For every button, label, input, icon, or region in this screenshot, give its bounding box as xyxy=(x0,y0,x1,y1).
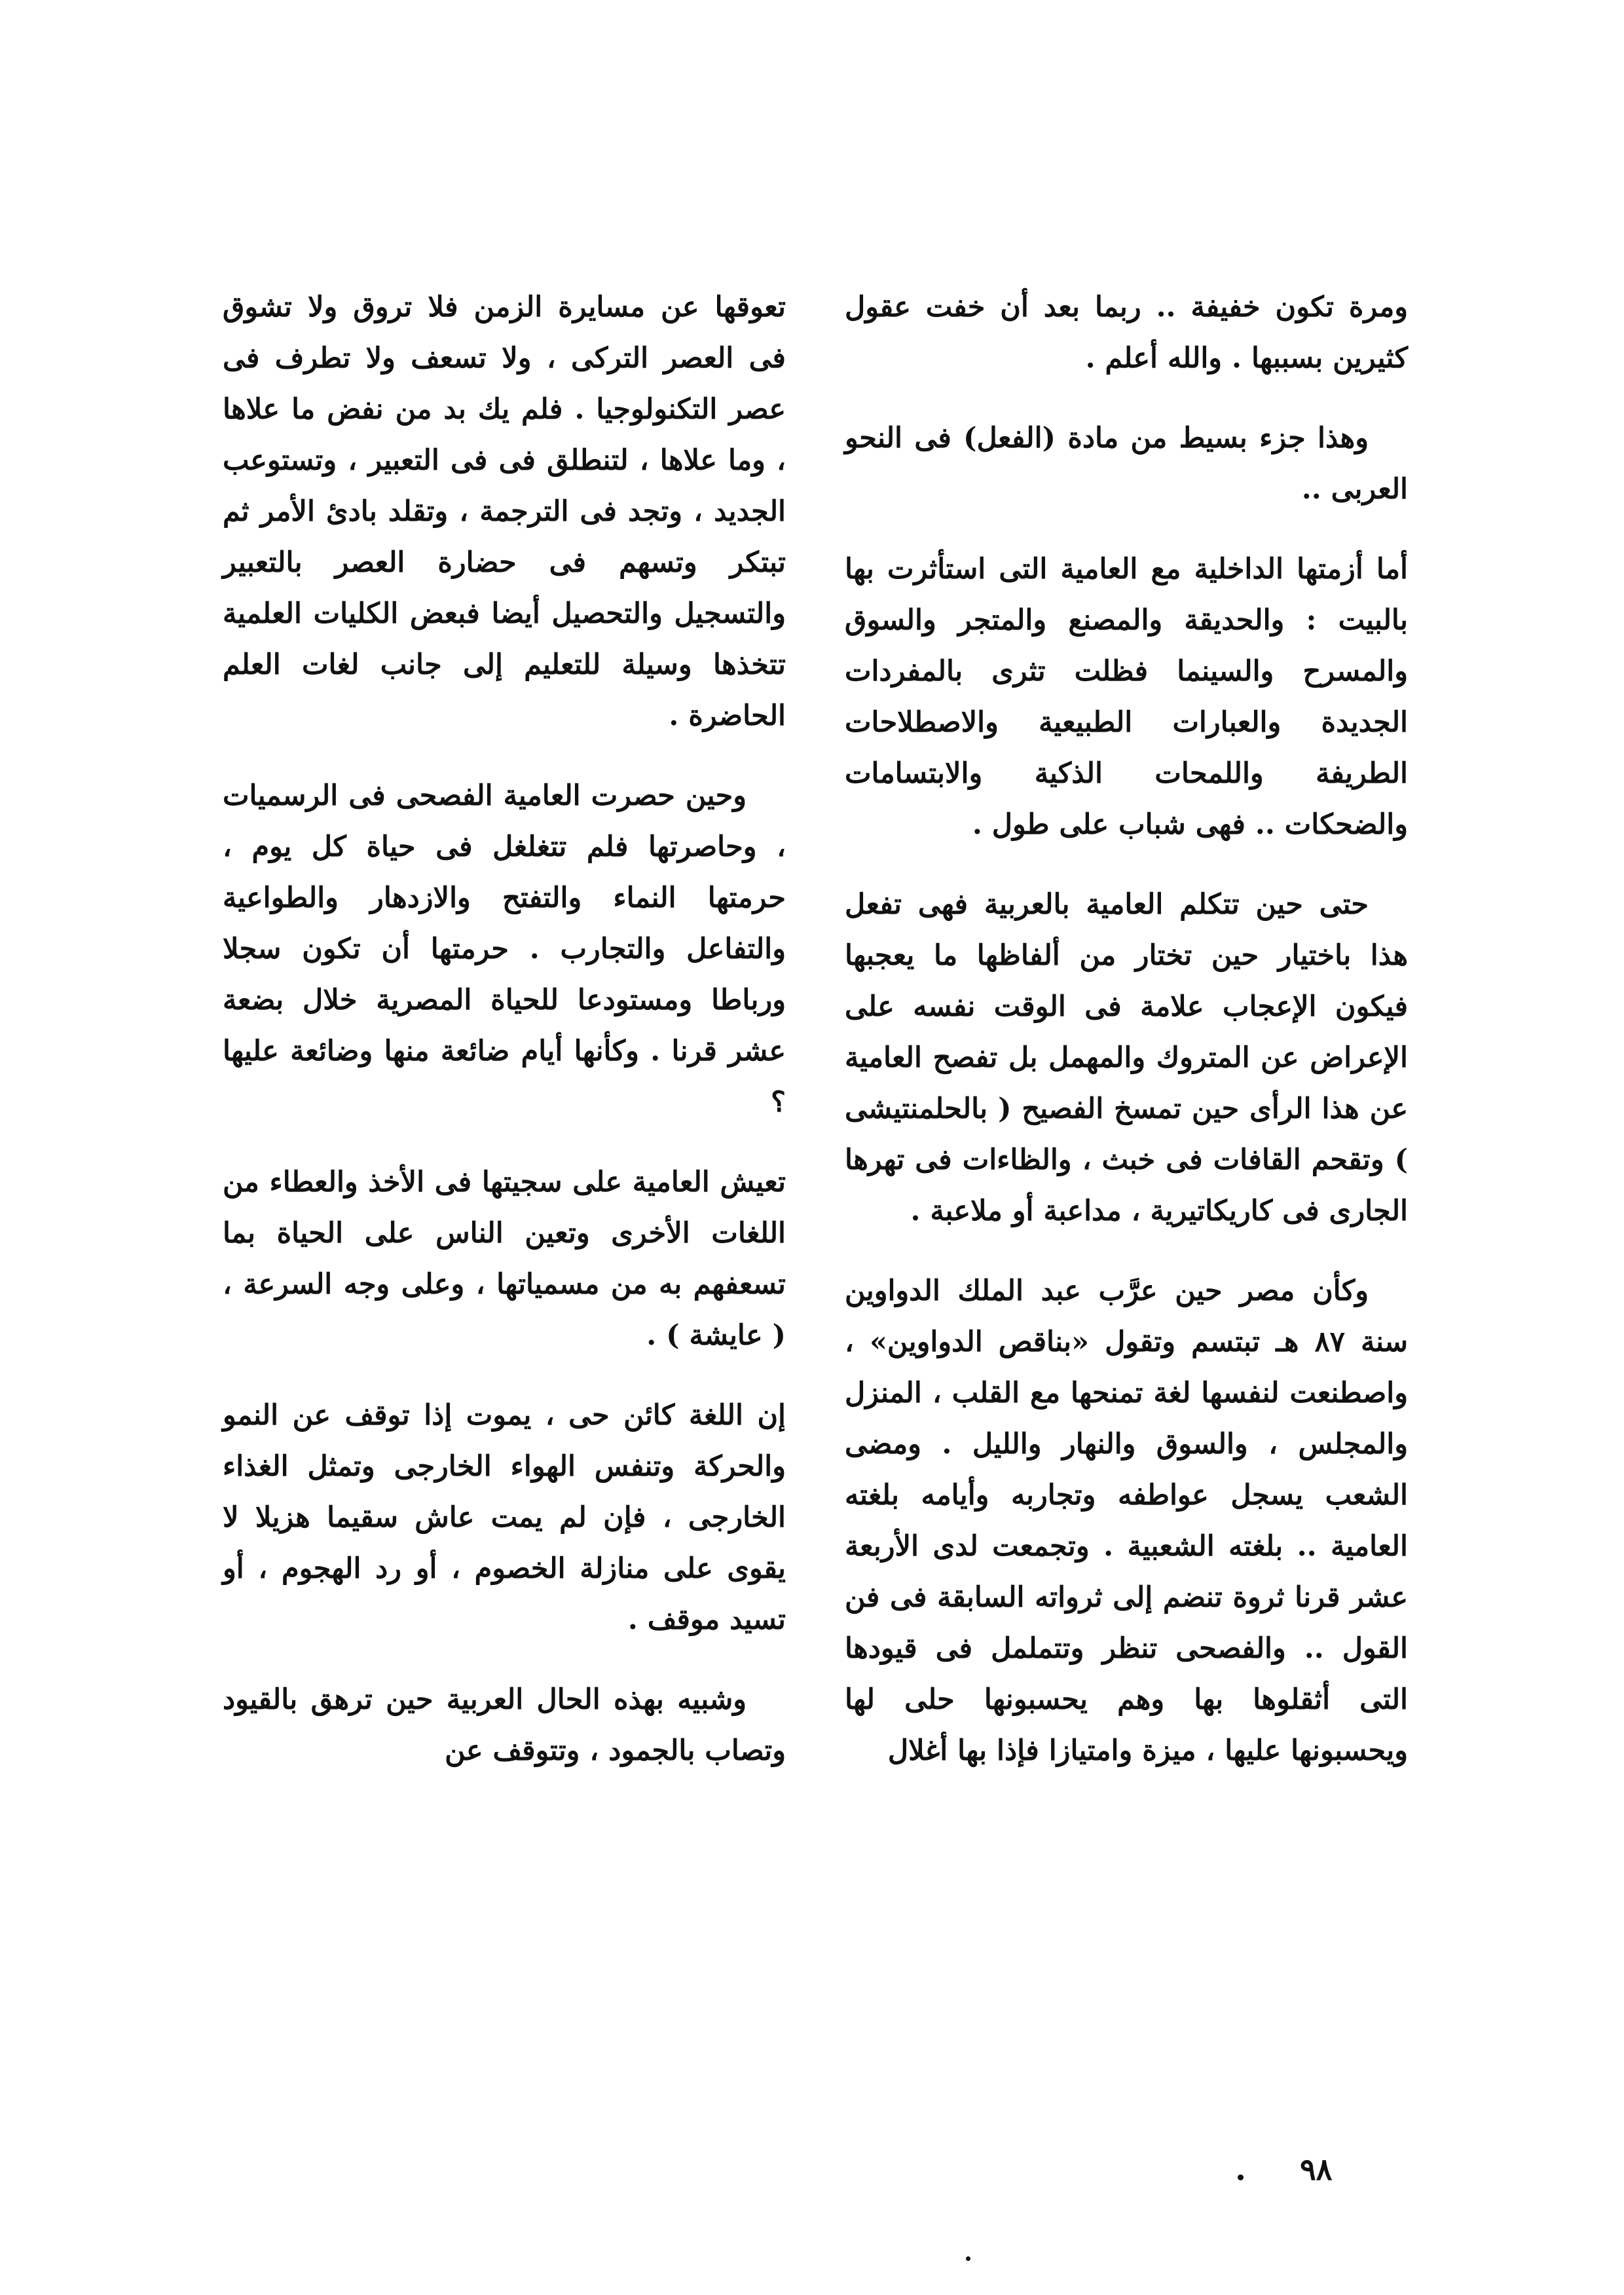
paragraph: وهذا جزء بسيط من مادة (الفعل) فى النحو العربى .. xyxy=(845,422,1408,506)
paragraph: أما أزمتها الداخلية مع العامية التى استأثرت بها بالبيت : والحديقة والمصنع والمتجر والسوق والمسرح والسينما فظلت تثرى بالمفردات الجديدة والعبارات الطبيعية والاصطلاحات الطريفة واللمحات الذكية والابتسامات والضحكات .. فهى شباب على طول . xyxy=(845,553,1408,841)
page-number: ٩٨ xyxy=(1300,2152,1333,2187)
paragraph: حتى حين تتكلم العامية بالعربية فهى تفعل هذا باختيار حين تختار من ألفاظها ما يعجبها فيكون الإعجاب علامة فى الوقت نفسه على الإعراض عن المتروك والمهمل بل تفصح العامية عن هذا الرأى حين تمسخ الفصيح ( بالحلمنتيشى ) وتقحم القافات فى خبث ، والظاءات فى تهرها الجارى فى كاريكاتيرية ، مداعبة أو ملاعبة . xyxy=(845,888,1408,1227)
paragraph: تعوقها عن مسايرة الزمن فلا تروق ولا تشوق فى العصر التركى ، ولا تسعف ولا تطرف فى عصر التكنولوجيا . فلم يك بد من نفض ما علاها ، وما علاها ، لتنطلق فى فى التعبير ، وتستوعب الجديد ، وتجد فى الترجمة ، وتقلد بادئ الأمر ثم تبتكر وتسهم فى حضارة العصر بالتعبير والتسجيل والتحصيل أيضا فبعض الكليات العلمية تتخذها وسيلة للتعليم إلى جانب لغات العلم الحاضرة . xyxy=(223,291,786,732)
ink-speck xyxy=(966,2256,970,2261)
paragraph: ومرة تكون خفيفة .. ربما بعد أن خفت عقول كثيرين بسببها . والله أعلم . xyxy=(845,291,1408,375)
paragraph: تعيش العامية على سجيتها فى الأخذ والعطاء من اللغات الأخرى وتعين الناس على الحياة بما تسعفهم به من مسمياتها ، وعلى وجه السرعة ، ( عايشة ) . xyxy=(223,1166,786,1352)
paragraph: وشبيه بهذه الحال العربية حين ترهق بالقيود وتصاب بالجمود ، وتتوقف عن xyxy=(223,1683,786,1767)
paragraph: وكأن مصر حين عرَّب عبد الملك الدواوين سنة ٨٧ هـ تبتسم وتقول «بناقص الدواوين» ، واصطنعت لنفسها لغة تمنحها مع القلب ، المنزل والمجلس ، والسوق والنهار والليل . ومضى الشعب يسجل عواطفه وتجاربه وأيامه بلغته العامية .. بلغته الشعبية . وتجمعت لدى الأربعة عشر قرنا ثروة تنضم إلى ثرواته السابقة فى فن القول .. والفصحى تنظر وتتململ فى قيودها التى أثقلوها بها وهم يحسبونها حلى لها ويحسبونها عليها ، ميزة وامتيازا فإذا بها أغلال xyxy=(845,1275,1409,1767)
paragraph: وحين حصرت العامية الفصحى فى الرسميات ، وحاصرتها فلم تتغلغل فى حياة كل يوم ، حرمتها النماء والتفتح والازدهار والطواعية والتفاعل والتجارب . حرمتها أن تكون سجلا ورباطا ومستودعا للحياة المصرية خلال بضعة عشر قرنا . وكأنها أيام ضائعة منها وضائعة عليها ؟ xyxy=(223,779,786,1119)
ink-speck xyxy=(1238,2174,1244,2180)
left-text-column xyxy=(223,282,786,1805)
paragraph: إن اللغة كائن حى ، يموت إذا توقف عن النمو والحركة وتنفس الهواء الخارجى وتمثل الغذاء الخارجى ، فإن لم يمت عاش سقيما هزيلا لا يقوى على منازلة الخصوم ، أو رد الهجوم ، أو تسيد موقف . xyxy=(223,1399,786,1636)
right-text-column xyxy=(845,282,1408,1805)
